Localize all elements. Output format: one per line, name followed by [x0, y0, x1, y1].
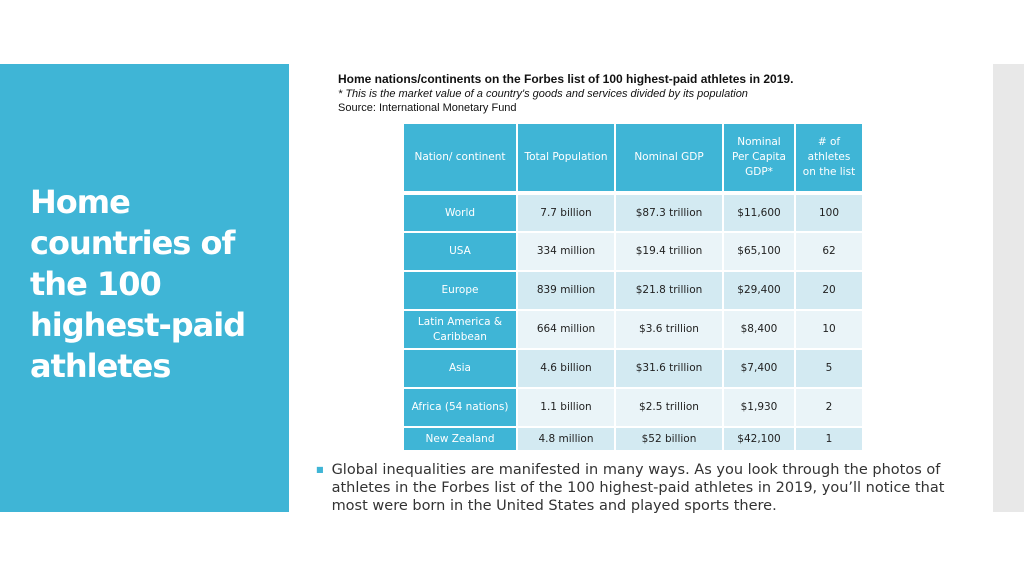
cell-population: 4.6 billion	[517, 349, 615, 388]
header-gdp: Nominal GDP	[615, 123, 723, 193]
slide-title: Home countries of the 100 highest-paid athletes	[30, 183, 246, 385]
bullet-point	[316, 461, 976, 515]
side-strip	[993, 64, 1024, 512]
cell-athletes: 5	[795, 349, 863, 388]
cell-gdp: $21.8 trillion	[615, 271, 723, 310]
cell-gdp: $2.5 trillion	[615, 388, 723, 427]
cell-athletes: 1	[795, 427, 863, 451]
cell-athletes: 100	[795, 193, 863, 232]
cell-nation: World	[403, 193, 517, 232]
cell-population: 4.8 million	[517, 427, 615, 451]
table-row	[403, 310, 863, 349]
bullet-text: Global inequalities are manifested in many ways. As you look through the photos of athletes in the Forbes list of the 100 highest-paid athletes in 2019, you’ll notice that most were born in the United States and played sports there.	[331, 462, 945, 514]
cell-population: 664 million	[517, 310, 615, 349]
table-row	[403, 427, 863, 451]
caption-source: Source: International Monetary Fund	[338, 102, 517, 114]
cell-athletes: 62	[795, 232, 863, 271]
caption-title: Home nations/continents on the Forbes list of 100 highest-paid athletes in 2019.	[338, 72, 794, 86]
cell-nation: Europe	[403, 271, 517, 310]
cell-population: 1.1 billion	[517, 388, 615, 427]
cell-nation: USA	[403, 232, 517, 271]
caption-note: * This is the market value of a country's goods and services divided by its population	[338, 88, 748, 100]
table-row	[403, 388, 863, 427]
cell-per-capita: $29,400	[723, 271, 795, 310]
cell-athletes: 2	[795, 388, 863, 427]
header-per-capita: Nominal Per Capita GDP*	[723, 123, 795, 193]
table-row	[403, 349, 863, 388]
table-row	[403, 271, 863, 310]
cell-nation: New Zealand	[403, 427, 517, 451]
header-population: Total Population	[517, 123, 615, 193]
cell-population: 839 million	[517, 271, 615, 310]
bullet-icon: ■	[316, 465, 324, 474]
cell-per-capita: $1,930	[723, 388, 795, 427]
cell-per-capita: $65,100	[723, 232, 795, 271]
cell-gdp: $31.6 trillion	[615, 349, 723, 388]
cell-gdp: $3.6 trillion	[615, 310, 723, 349]
cell-per-capita: $11,600	[723, 193, 795, 232]
table-row	[403, 232, 863, 271]
cell-per-capita: $8,400	[723, 310, 795, 349]
cell-gdp: $87.3 trillion	[615, 193, 723, 232]
table-header-row	[403, 123, 863, 193]
cell-population: 334 million	[517, 232, 615, 271]
header-nation: Nation/ continent	[403, 123, 517, 193]
cell-athletes: 10	[795, 310, 863, 349]
cell-nation: Asia	[403, 349, 517, 388]
cell-athletes: 20	[795, 271, 863, 310]
cell-gdp: $52 billion	[615, 427, 723, 451]
table-row	[403, 193, 863, 232]
cell-nation: Africa (54 nations)	[403, 388, 517, 427]
cell-per-capita: $42,100	[723, 427, 795, 451]
header-athletes: # of athletes on the list	[795, 123, 863, 193]
table-caption	[338, 72, 793, 115]
athletes-table	[402, 122, 864, 452]
cell-per-capita: $7,400	[723, 349, 795, 388]
cell-gdp: $19.4 trillion	[615, 232, 723, 271]
cell-population: 7.7 billion	[517, 193, 615, 232]
cell-nation: Latin America & Caribbean	[403, 310, 517, 349]
